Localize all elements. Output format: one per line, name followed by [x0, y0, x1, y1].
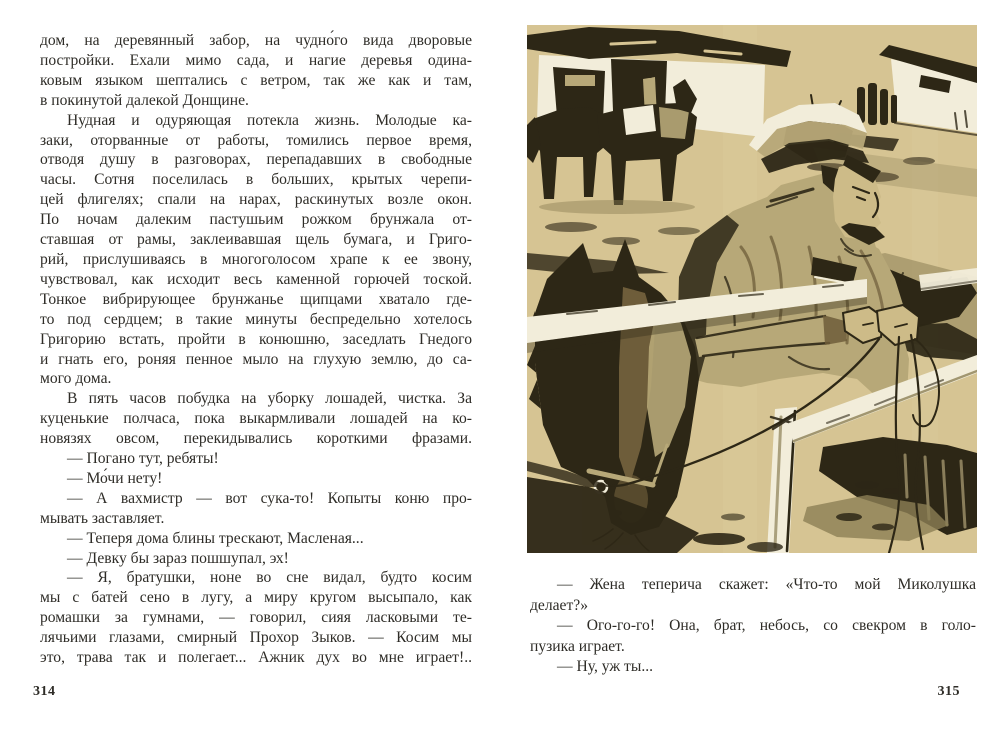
text-line: новязях овсом, перекидывались короткими фразами. [40, 430, 472, 448]
text-line: и гнать его, роняя пенное мыло на глухую землю, до са- [40, 350, 472, 368]
text-line: рий, прислушиваясь в многоголосом храпе к ее звону, [40, 250, 472, 268]
text-line: цей флигелях; спали на нарах, раскинутых возле окон. [40, 191, 472, 209]
left-text-block [40, 31, 472, 668]
text-line: Тонкое вибрирующее брунжанье щипцами хватало где- [40, 290, 472, 308]
text-line: заки, оторванные от работы, томились первое время, [40, 131, 472, 149]
text-line: — Жена теперича скажет: «Что-то мой Миколушка [557, 576, 976, 593]
text-line: это, трава так и полегает... Ажник дух во мне играет!.. [40, 649, 472, 667]
right-text-block [530, 575, 976, 678]
text-line: — Мо́чи нету! [67, 469, 163, 487]
text-line: — А вахмистр — вот сука-то! Копыты коню про- [67, 489, 472, 507]
text-line: ромашки за гумнами, — говорил, сияя ласковыми те- [40, 609, 472, 627]
text-line: — Теперя дома блины трескают, Масленая... [67, 529, 364, 547]
text-line: мого дома. [40, 370, 112, 388]
text-line: — Ну, уж ты... [557, 658, 654, 676]
text-line: в покинутой далекой Донщине. [40, 91, 249, 109]
text-line: отводя душу в разговорах, перепадавших в свободные [40, 151, 472, 169]
illustration-art [527, 25, 977, 553]
left-page-number: 314 [33, 684, 56, 699]
text-line: постройки. Ехали мимо сада, и нагие деревья одина- [40, 51, 472, 69]
text-line: то под сердцем; в такие минуты беспредельно хотелось [40, 310, 472, 328]
text-line: Нудная и одуряющая потекла жизнь. Молодые ка- [67, 111, 472, 129]
text-line: мывать заставляет. [40, 509, 165, 527]
illustration [527, 25, 977, 553]
text-line: — Девку бы зараз пошшупал, эх! [67, 549, 289, 567]
text-line: лячьими глазами, смирный Прохор Зыков. — Косим мы [40, 629, 472, 647]
text-line: — Я, братушки, ноне во сне видал, будто косим [67, 569, 472, 587]
text-line: часы. Сотня поселилась в больших, крытых черепи- [40, 171, 472, 189]
text-line: Григорию встать, пройти в конюшню, заседлать Гнедого [40, 330, 472, 348]
text-line: В пять часов побудка на уборку лошадей, чистка. За [67, 390, 472, 408]
text-line: — Погано тут, ребяты! [67, 450, 219, 468]
text-line: мы с батей сено в лугу, а миру кругом высыпало, как [40, 589, 472, 607]
text-line: куценькие полчаса, пока выкармливали лошадей на ко- [40, 410, 472, 428]
text-line: дом, на деревянный забор, на чудно́го вида дворовые [40, 32, 472, 49]
text-line: — Ого-го-го! Она, брат, небось, со свекром в голо- [557, 617, 976, 635]
text-line: ставшая от рамы, заклеивавшая щель бумага, и Григо- [40, 231, 472, 249]
right-page-number: 315 [937, 684, 960, 699]
text-line: чувствовал, как исходит весь каменной горючей тоской. [40, 270, 472, 288]
text-line: пузика играет. [530, 637, 625, 655]
text-line: ковым языком шептались с ветром, так же как и там, [40, 71, 472, 89]
text-line: По ночам далеким пастушьим рожком брунжала от- [40, 211, 472, 229]
text-line: делает?» [530, 596, 589, 614]
